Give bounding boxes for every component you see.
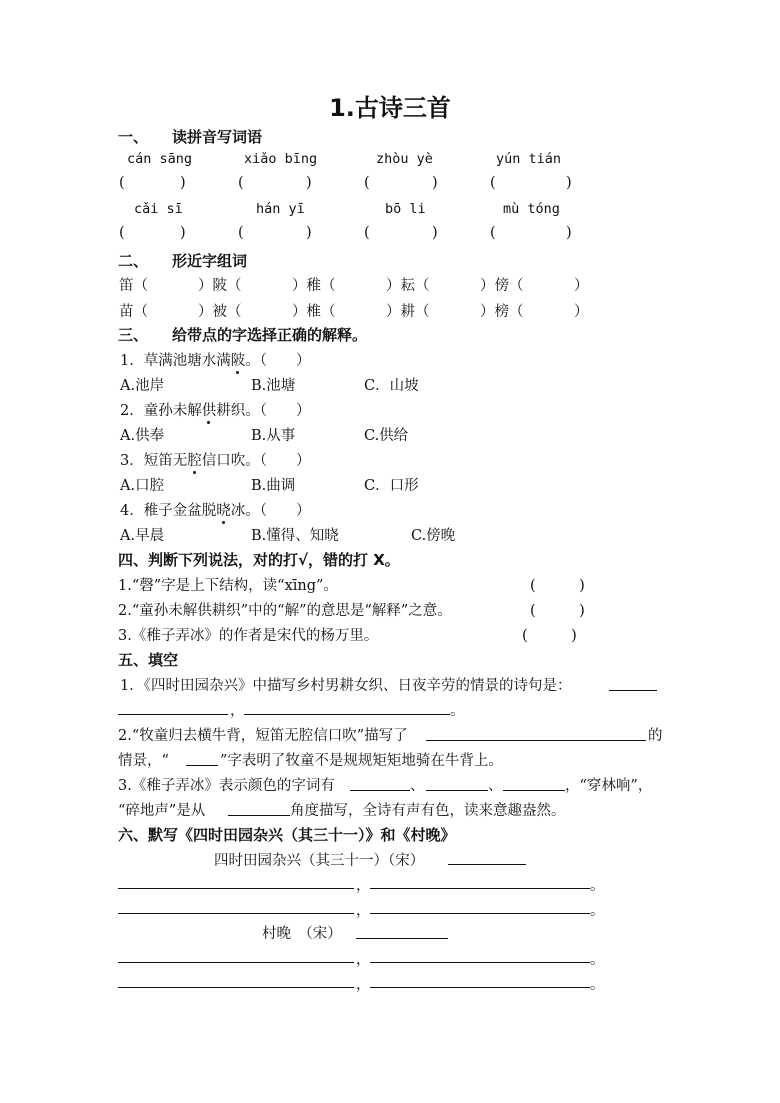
answer-paren-open-8[interactable]: ( xyxy=(490,225,496,241)
poem2-line2-period: 。 xyxy=(590,977,605,993)
section1-heading: 读拼音写词语 xyxy=(172,128,263,146)
poem1-line1-period: 。 xyxy=(590,878,605,894)
fill-q2-text-b: 的 xyxy=(648,728,663,744)
answer-paren-close-5: ) xyxy=(180,225,186,241)
fill-q3-blank-2[interactable] xyxy=(426,790,488,791)
option-3-1-b[interactable]: B.池塘 xyxy=(251,378,296,394)
answer-paren-close-2: ) xyxy=(306,175,312,191)
answer-paren-close-6: ) xyxy=(306,225,312,241)
answer-paren-open-4[interactable]: ( xyxy=(490,175,496,191)
fill-q2-text-d: ”字表明了牧童不是规规矩矩地骑在牛背上。 xyxy=(220,753,503,769)
word-group-row1-4[interactable]: ）耘（ xyxy=(386,278,430,294)
poem1-line2-period: 。 xyxy=(590,903,605,919)
word-group-row2-4[interactable]: ）耕（ xyxy=(386,304,430,320)
option-3-4-a[interactable]: A.早晨 xyxy=(120,528,165,544)
section1-number: 一、 xyxy=(118,128,149,146)
option-3-1-a[interactable]: A.池岸 xyxy=(120,378,165,394)
judge-item-2: 2.“童孙未解供耕织”中的“解”的意思是“解释”之意。 xyxy=(118,603,452,619)
poem1-title: 四时田园杂兴（其三十一）（宋） xyxy=(214,853,425,869)
page-title: 1.古诗三首 xyxy=(329,94,451,122)
word-group-row1-6: ） xyxy=(574,278,589,294)
judge-blank-2[interactable]: ( ) xyxy=(530,603,585,619)
option-3-2-c[interactable]: C.供给 xyxy=(364,428,409,444)
judge-blank-1[interactable]: ( ) xyxy=(530,578,585,594)
fill-q1-blank-1a[interactable] xyxy=(609,690,657,691)
word-group-row2-2[interactable]: ）被（ xyxy=(198,304,242,320)
poem2-line2-comma: ， xyxy=(356,977,371,993)
word-group-row2-1[interactable]: 苗（ xyxy=(119,304,148,320)
fill-q3-text-b: ，“穿林响”， xyxy=(565,778,653,794)
poem2-line2-blank-b[interactable] xyxy=(370,987,590,988)
answer-paren-open-5[interactable]: ( xyxy=(119,225,125,241)
answer-paren-open-6[interactable]: ( xyxy=(238,225,244,241)
poem2-title: 村晚 （宋） xyxy=(262,926,342,942)
option-3-1-c[interactable]: C．山坡 xyxy=(364,378,419,394)
word-group-row2-5[interactable]: ）榜（ xyxy=(480,304,524,320)
fill-q3-sep-2: 、 xyxy=(488,778,503,794)
fill-q3-blank-1[interactable] xyxy=(350,790,410,791)
poem2-line1-blank-b[interactable] xyxy=(370,962,590,963)
option-3-4-b[interactable]: B.懂得、知晓 xyxy=(251,528,339,544)
dotted-char: 腔 xyxy=(187,449,202,470)
pinyin-1: cán sāng xyxy=(127,151,193,167)
fill-q3-text: 3.《稚子弄冰》表示颜色的字词有 xyxy=(118,778,335,794)
fill-q1-comma: ， xyxy=(230,703,245,719)
dotted-char: 陂 xyxy=(231,349,246,370)
poem2-line2-blank-a[interactable] xyxy=(118,987,354,988)
pinyin-8: mù tóng xyxy=(503,201,560,217)
answer-paren-close-8: ) xyxy=(566,225,572,241)
fill-q2-blank-1[interactable] xyxy=(426,740,646,741)
option-3-3-a[interactable]: A.口腔 xyxy=(120,478,165,494)
option-3-2-a[interactable]: A.供奉 xyxy=(120,428,165,444)
fill-q3-text-c: “碎地声”是从 xyxy=(118,803,206,819)
section2-number: 二、 xyxy=(118,252,149,270)
word-group-row2-6: ） xyxy=(574,304,589,320)
poem1-line2-blank-b[interactable] xyxy=(370,913,590,914)
question3-4: 4．稚子金盆脱晓冰。（ ） xyxy=(120,499,310,520)
word-group-row1-2[interactable]: ）陂（ xyxy=(198,278,242,294)
answer-paren-close-7: ) xyxy=(432,225,438,241)
question3-2: 2．童孙未解供耕织。（ ） xyxy=(120,399,310,420)
option-3-3-c[interactable]: C．口形 xyxy=(364,478,419,494)
pinyin-4: yún tián xyxy=(496,151,562,167)
fill-q3-blank-3[interactable] xyxy=(503,790,565,791)
section6-heading: 六、默写《四时田园杂兴（其三十一）》和《村晚》 xyxy=(118,826,456,844)
answer-paren-open-7[interactable]: ( xyxy=(364,225,370,241)
option-3-3-b[interactable]: B.曲调 xyxy=(251,478,296,494)
fill-q1-period: 。 xyxy=(450,703,465,719)
fill-q2-text-c: 情景，“ xyxy=(118,753,169,769)
poem2-line1-comma: ， xyxy=(356,952,371,968)
fill-q3-text-d: 角度描写，全诗有声有色，读来意趣盎然。 xyxy=(290,803,566,819)
poem1-line1-comma: ， xyxy=(356,878,371,894)
poem1-line2-comma: ， xyxy=(356,903,371,919)
answer-paren-close-4: ) xyxy=(566,175,572,191)
pinyin-6: hán yī xyxy=(256,201,305,217)
pinyin-5: cǎi sī xyxy=(134,201,183,217)
word-group-row1-3[interactable]: ）稚（ xyxy=(292,278,336,294)
dotted-char: 供 xyxy=(202,399,217,420)
judge-blank-3[interactable]: ( ) xyxy=(522,628,577,644)
question3-1: 1．草满池塘水满陂。（ ） xyxy=(120,349,310,370)
poem2-author-blank[interactable] xyxy=(356,938,448,939)
section3-heading: 给带点的字选择正确的解释。 xyxy=(172,326,368,344)
answer-paren-open-3[interactable]: ( xyxy=(364,175,370,191)
option-3-4-c[interactable]: C.傍晚 xyxy=(411,528,456,544)
poem2-line1-blank-a[interactable] xyxy=(118,962,354,963)
fill-q1-blank-2[interactable] xyxy=(244,714,450,715)
fill-q2-blank-2[interactable] xyxy=(186,765,218,766)
fill-q1-blank-1b[interactable] xyxy=(118,714,228,715)
fill-q2-text: 2.“牧童归去横牛背，短笛无腔信口吹”描写了 xyxy=(118,728,408,744)
fill-q1-text: 1．《四时田园杂兴》中描写乡村男耕女织、日夜辛劳的情景的诗句是： xyxy=(120,678,572,694)
word-group-row1-1[interactable]: 笛（ xyxy=(119,278,148,294)
question3-3: 3．短笛无腔信口吹。（ ） xyxy=(120,449,310,470)
dotted-char: 晓 xyxy=(216,499,231,520)
poem1-author-blank[interactable] xyxy=(448,864,526,865)
poem1-line2-blank-a[interactable] xyxy=(118,913,354,914)
word-group-row2-3[interactable]: ）椎（ xyxy=(292,304,336,320)
pinyin-7: bō li xyxy=(385,201,426,217)
section2-heading: 形近字组词 xyxy=(172,252,248,270)
answer-paren-close-1: ) xyxy=(180,175,186,191)
answer-paren-open-1[interactable]: ( xyxy=(119,175,125,191)
pinyin-3: zhòu yè xyxy=(376,151,433,167)
section4-heading: 四、判断下列说法，对的打√，错的打 X。 xyxy=(118,551,400,569)
fill-q3-blank-4[interactable] xyxy=(228,815,290,816)
answer-paren-open-2[interactable]: ( xyxy=(238,175,244,191)
option-3-2-b[interactable]: B.从事 xyxy=(251,428,296,444)
poem1-line1-blank-a[interactable] xyxy=(118,888,354,889)
poem2-line1-period: 。 xyxy=(590,952,605,968)
word-group-row1-5[interactable]: ）傍（ xyxy=(480,278,524,294)
fill-q3-sep-1: 、 xyxy=(410,778,425,794)
section3-number: 三、 xyxy=(118,326,149,344)
poem1-line1-blank-b[interactable] xyxy=(370,888,590,889)
section5-heading: 五、填空 xyxy=(118,651,179,669)
judge-item-3: 3.《稚子弄冰》的作者是宋代的杨万里。 xyxy=(118,628,379,644)
pinyin-2: xiǎo bīng xyxy=(244,151,318,167)
judge-item-1: 1.“磬”字是上下结构，读“xīng”。 xyxy=(118,578,338,594)
answer-paren-close-3: ) xyxy=(432,175,438,191)
